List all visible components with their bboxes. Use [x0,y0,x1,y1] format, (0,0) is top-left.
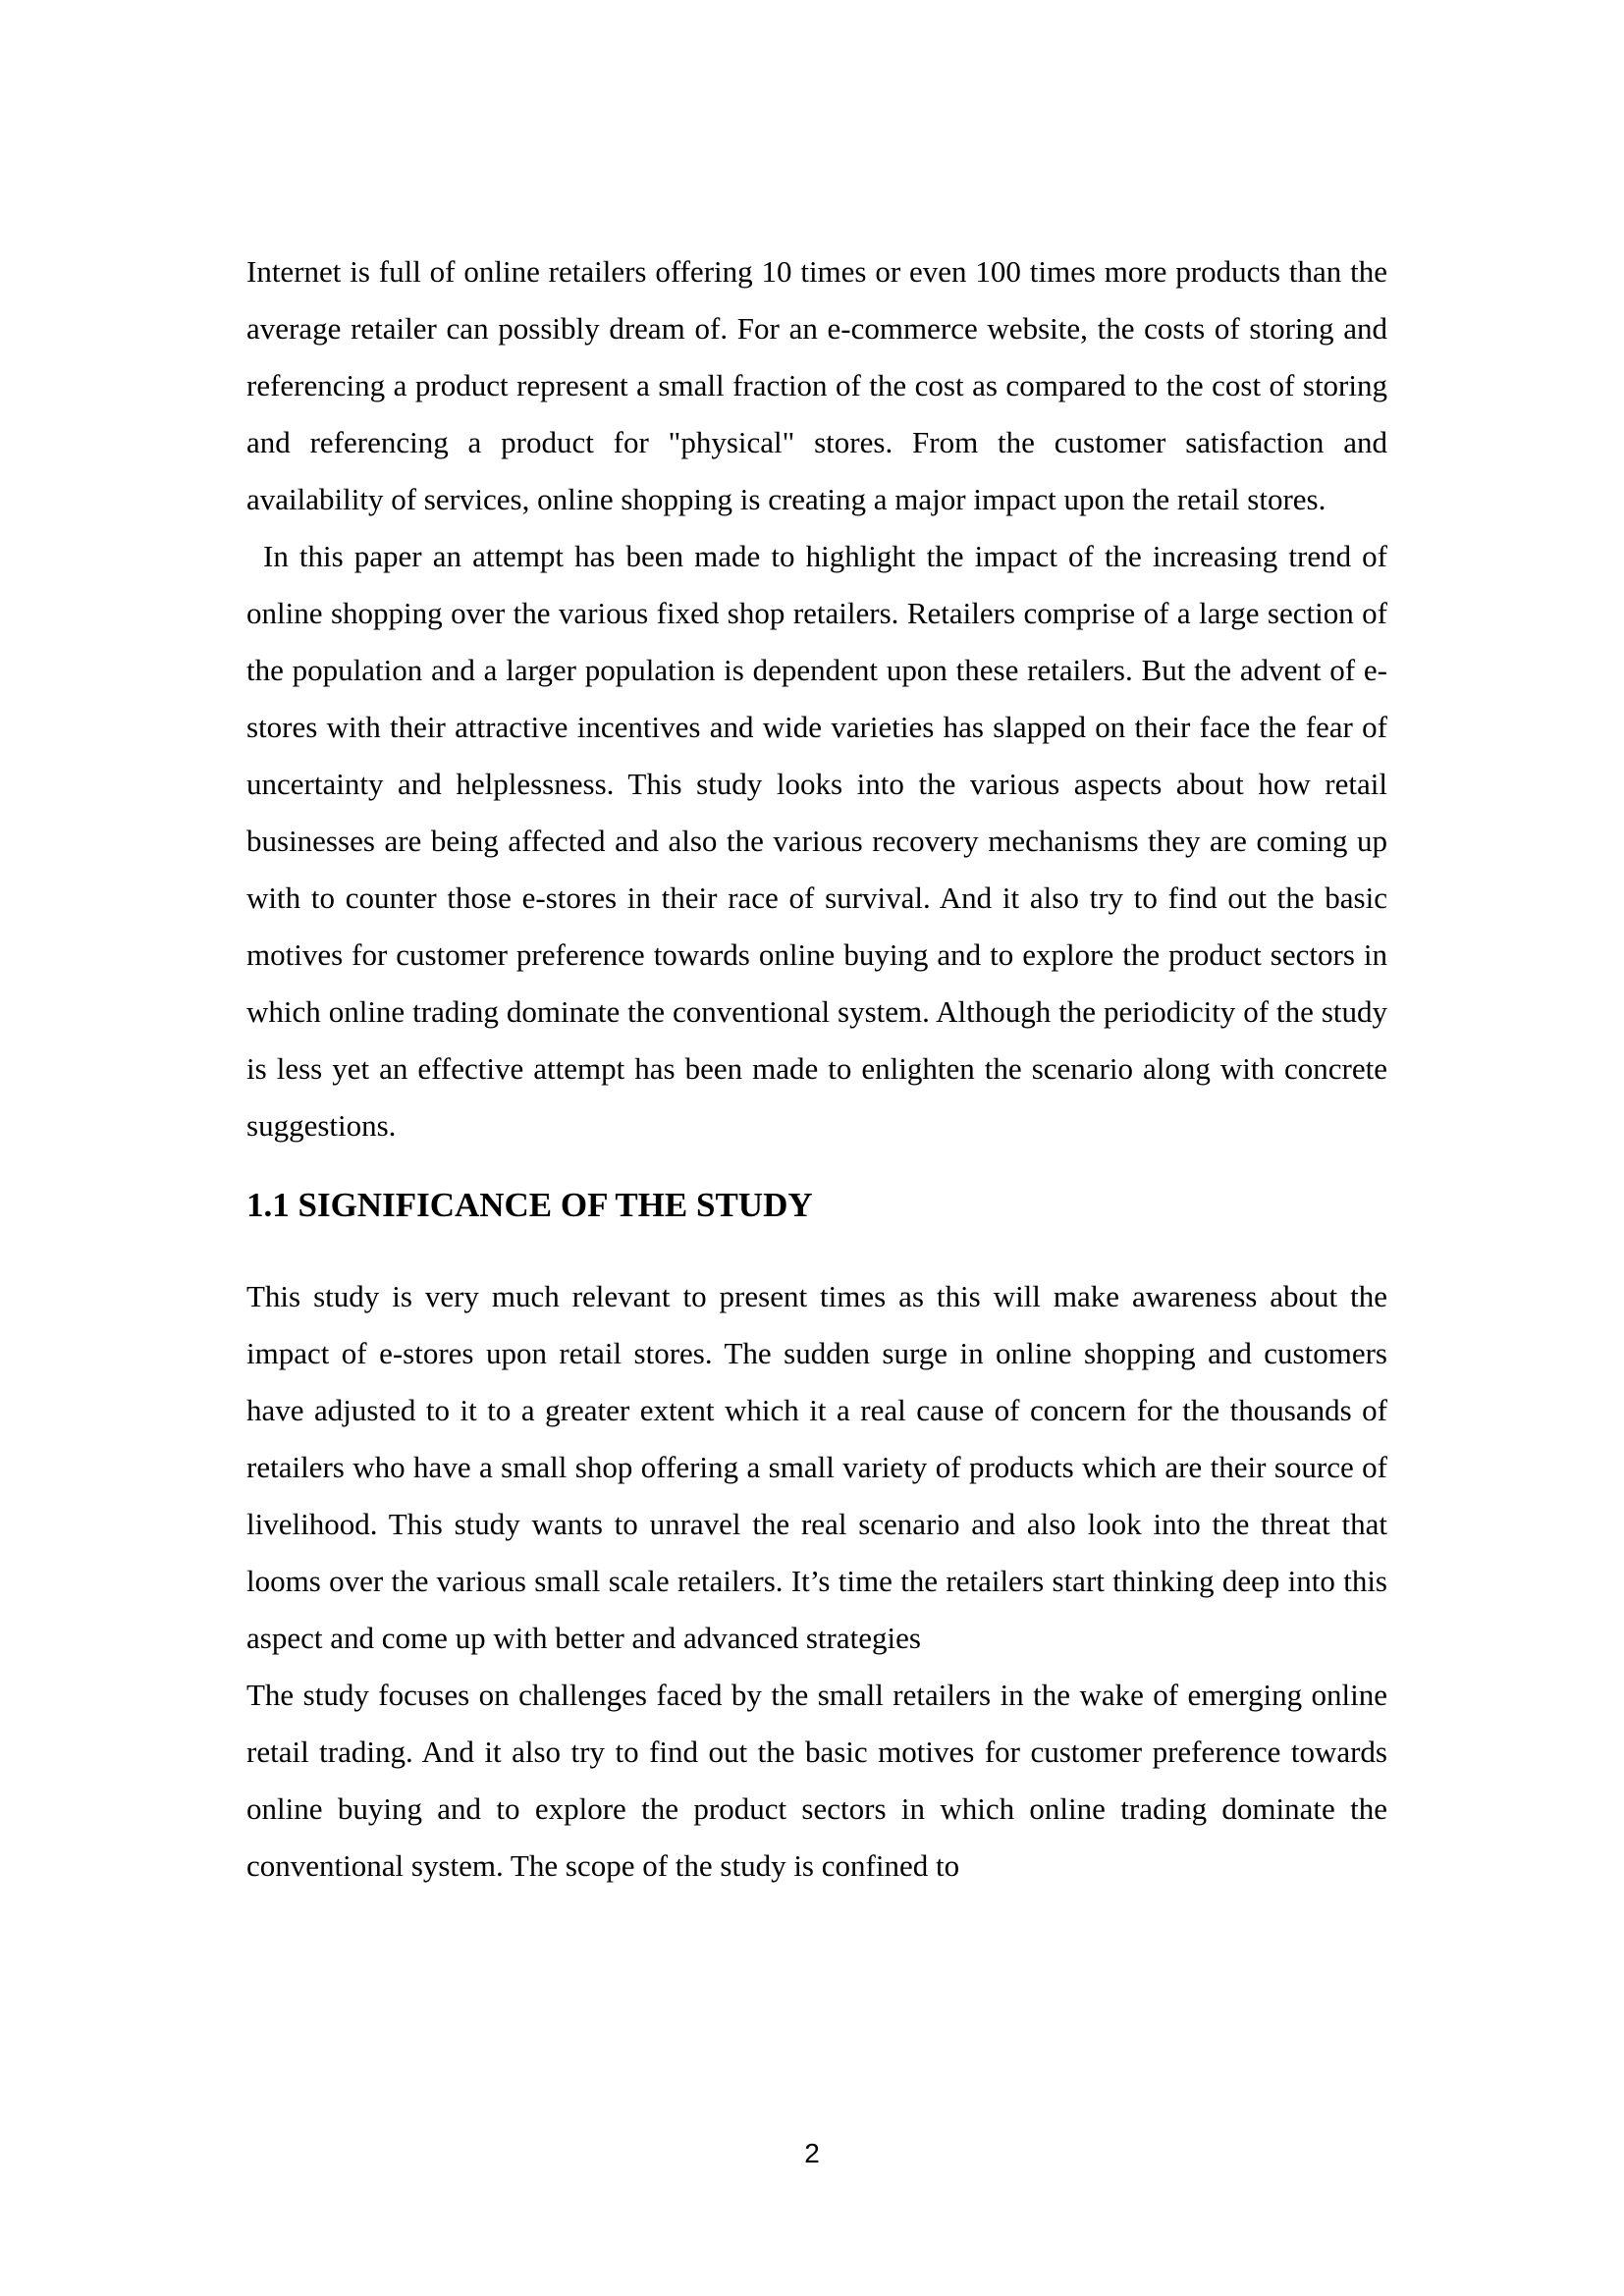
paragraph-significance-1: This study is very much relevant to present times as this will make awareness about the impact of e-stores upon retail stores. The sudden surge in online shopping and customers have adjusted to it to a greater extent which it a real cause of concern for the thousands of retailers who have a small shop offering a small variety of products which are their source of livelihood. This study wants to unravel the real scenario and also look into the threat that looms over the various small scale retailers. It’s time the retailers start thinking deep into this aspect and come up with better and advanced strategies [246,1279,1387,1655]
document-body [246,243,1387,1895]
page-number: 2 [804,2138,820,2168]
paragraph-significance-2: The study focuses on challenges faced by the small retailers in the wake of emerging online retail trading. And it also try to find out the basic motives for customer preference towards online buying and to explore the product sectors in which online trading dominate the conventional system. The scope of the study is confined to [246,1678,1387,1883]
paragraph-intro-2: In this paper an attempt has been made to highlight the impact of the increasing trend of online shopping over the various fixed shop retailers. Retailers comprise of a large section of the population and a larger population is dependent upon these retailers. But the advent of e-stores with their attractive incentives and wide varieties has slapped on their face the fear of uncertainty and helplessness. This study looks into the various aspects about how retail businesses are being affected and also the various recovery mechanisms they are coming up with to counter those e-stores in their race of survival. And it also try to find out the basic motives for customer preference towards online buying and to explore the product sectors in which online trading dominate the conventional system. Although the periodicity of the study is less yet an effective attempt has been made to enlighten the scenario along with concrete suggestions. [246,539,1387,1143]
section-heading: 1.1 SIGNIFICANCE OF THE STUDY [246,1186,813,1224]
paragraph-intro-1: Internet is full of online retailers offering 10 times or even 100 times more products than the average retailer can possibly dream of. For an e-commerce website, the costs of storing and referencing a product represent a small fraction of the cost as compared to the cost of storing and referencing a product for "physical" stores. From the customer satisfaction and availability of services, online shopping is creating a major impact upon the retail stores. [246,254,1387,516]
